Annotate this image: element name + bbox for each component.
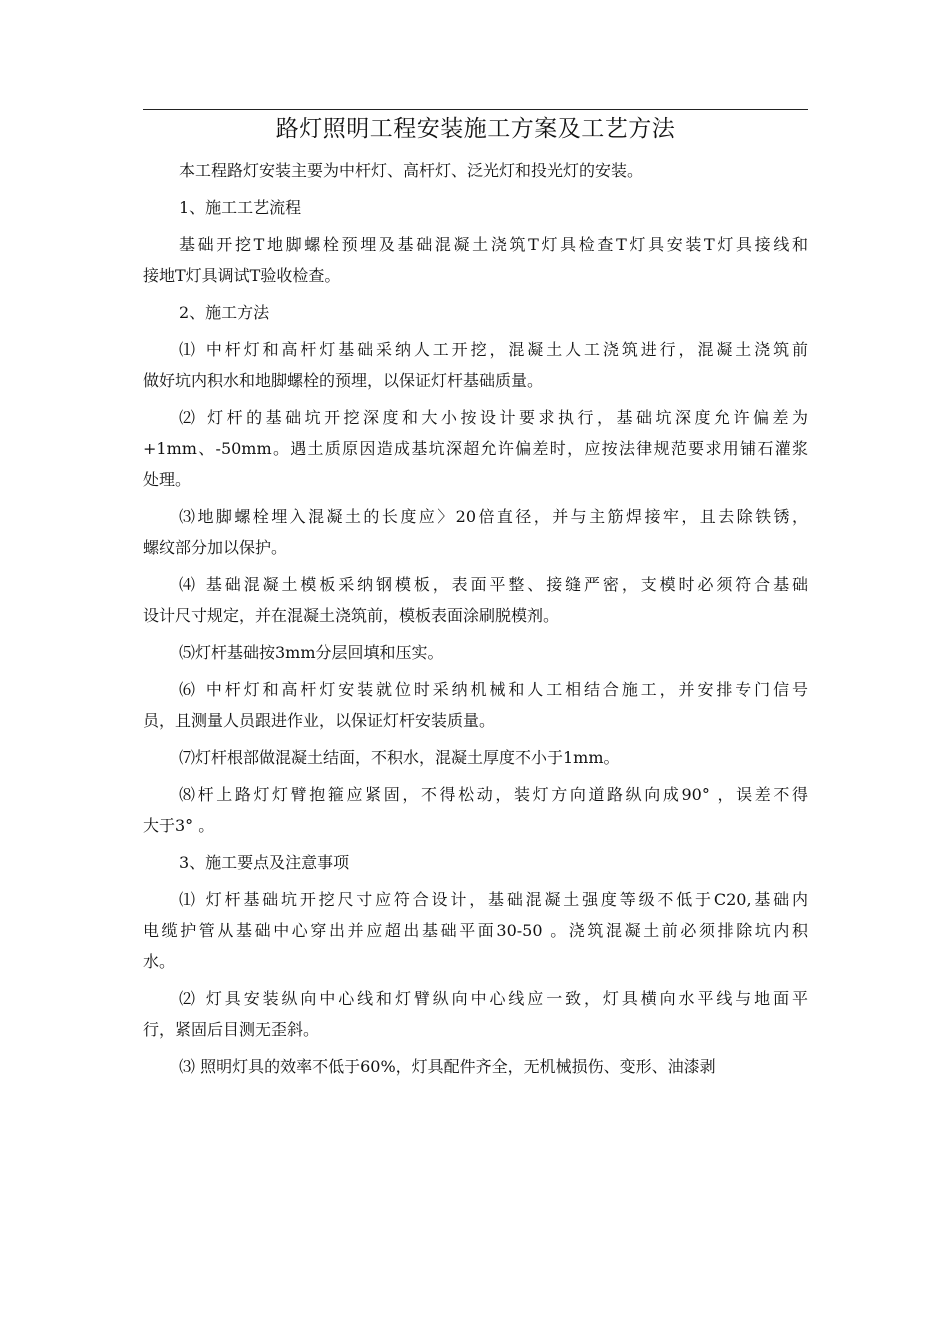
text-line: ⑻杆上路灯灯臂抱箍应紧固，不得松动，装灯方向道路纵向成90° ，误差不得	[179, 785, 808, 804]
text-line: 设计尺寸规定，并在混凝土浇筑前，模板表面涂刷脱模剂。	[143, 606, 560, 625]
paragraph	[143, 334, 808, 396]
paragraph	[143, 983, 808, 1045]
paragraph	[143, 192, 808, 223]
text-line: 2、施工方法	[179, 303, 270, 322]
paragraph	[143, 155, 808, 186]
paragraph	[143, 779, 808, 841]
text-line: 1、施工工艺流程	[179, 198, 302, 217]
paragraph	[143, 402, 808, 495]
paragraph	[143, 884, 808, 977]
document-body	[143, 155, 808, 1082]
text-line: 电缆护管从基础中心穿出并应超出基础平面30-50 。浇筑混凝土前必须排除坑内积	[143, 921, 808, 940]
paragraph	[143, 847, 808, 878]
paragraph	[143, 569, 808, 631]
text-line: 基础开挖T地脚螺栓预埋及基础混凝土浇筑T灯具检查T灯具安装T灯具接线和	[179, 235, 808, 254]
paragraph	[143, 297, 808, 328]
text-line: +1mm、-50mm。遇土质原因造成基坑深超允许偏差时，应按法律规范要求用铺石灌浆	[143, 439, 808, 458]
text-line: 大于3° 。	[143, 816, 215, 835]
text-line: 做好坑内积水和地脚螺栓的预埋，以保证灯杆基础质量。	[143, 371, 544, 390]
text-line: 水。	[143, 952, 176, 971]
text-line: ⑹ 中杆灯和高杆灯安装就位时采纳机械和人工相结合施工，并安排专门信号	[179, 680, 808, 699]
text-line: 行，紧固后目测无歪斜。	[143, 1020, 320, 1039]
text-line: ⑷ 基础混凝土模板采纳钢模板，表面平整、接缝严密，支模时必须符合基础	[179, 575, 808, 594]
paragraph	[143, 1051, 808, 1082]
header-rule	[143, 109, 808, 110]
text-line: ⑴ 中杆灯和高杆灯基础采纳人工开挖，混凝土人工浇筑进行，混凝土浇筑前	[179, 340, 808, 359]
text-line: 本工程路灯安装主要为中杆灯、高杆灯、泛光灯和投光灯的安装。	[179, 161, 644, 180]
text-line: ⑵ 灯具安装纵向中心线和灯臂纵向中心线应一致，灯具横向水平线与地面平	[179, 989, 808, 1008]
paragraph	[143, 501, 808, 563]
text-line: 螺纹部分加以保护。	[143, 538, 288, 557]
text-line: ⑶地脚螺栓埋入混凝土的长度应〉20倍直径，并与主筋焊接牢，且去除铁锈，	[179, 507, 808, 526]
paragraph	[143, 674, 808, 736]
text-line: ⑶ 照明灯具的效率不低于60%，灯具配件齐全，无机械损伤、变形、油漆剥	[179, 1057, 716, 1076]
text-line: 处理。	[143, 470, 192, 489]
document-title: 路灯照明工程安装施工方案及工艺方法	[275, 116, 676, 142]
text-line: 3、施工要点及注意事项	[179, 853, 350, 872]
text-line: ⑺灯杆根部做混凝土结面，不积水，混凝土厚度不小于1mm。	[179, 748, 620, 767]
text-line: 员，且测量人员跟进作业，以保证灯杆安装质量。	[143, 711, 496, 730]
paragraph	[143, 637, 808, 668]
text-line: ⑵ 灯杆的基础坑开挖深度和大小按设计要求执行，基础坑深度允许偏差为	[179, 408, 808, 427]
text-line: 接地T灯具调试T验收检查。	[143, 266, 341, 285]
text-line: ⑸灯杆基础按3mm分层回填和压实。	[179, 643, 444, 662]
paragraph	[143, 742, 808, 773]
text-line: ⑴ 灯杆基础坑开挖尺寸应符合设计，基础混凝土强度等级不低于C20,基础内	[179, 890, 808, 909]
paragraph	[143, 229, 808, 291]
